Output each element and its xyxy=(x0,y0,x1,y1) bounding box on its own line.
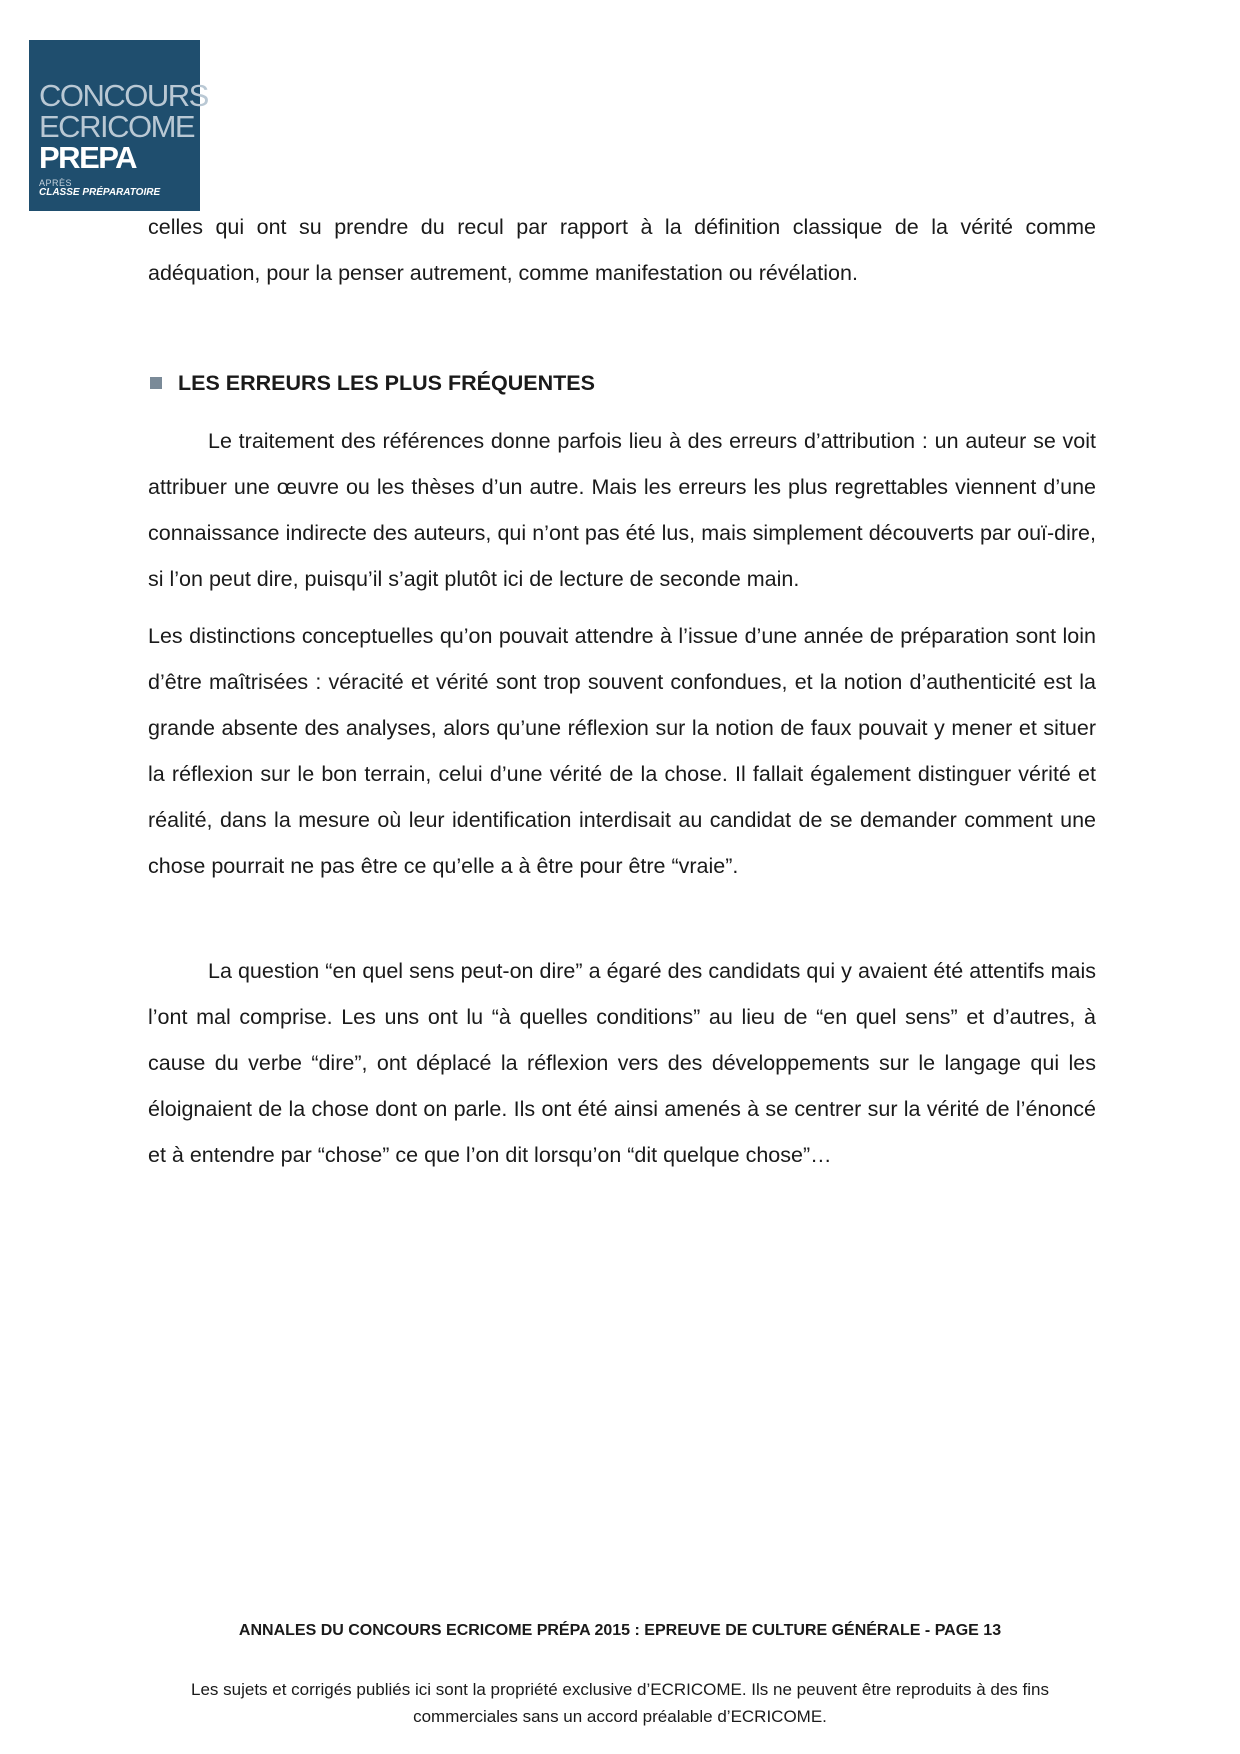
section-title: LES ERREURS LES PLUS FRÉQUENTES xyxy=(178,371,595,395)
body-paragraph-1 xyxy=(148,418,1096,602)
paragraph-text: La question “en quel sens peut-on dire” a égaré des candidats qui y avaient été attentifs mais l’ont mal comprise. Les uns ont lu “à quelles conditions” au lieu de “en quel sens” et d’autres, à cause du verbe “dire”, ont déplacé la réflexion vers des développements sur le langage qui les éloignaient de la chose dont on parle. Ils ont été ainsi amenés à se centrer sur la vérité de l’énoncé et à entendre par “chose” ce que l’on dit lorsqu’on “dit quelque chose”… xyxy=(148,959,1096,1167)
body-paragraph-2 xyxy=(148,613,1096,889)
footer-notice: Les sujets et corrigés publiés ici sont la propriété exclusive d’ECRICOME. Ils ne peuvent être reproduits à des fins commerciales sans un accord préalable d’ECRICOME. xyxy=(191,1680,1049,1726)
logo-line-prepa: PREPA xyxy=(39,140,137,175)
square-bullet-icon xyxy=(150,377,162,389)
section-heading xyxy=(150,368,595,398)
logo-line-concours: CONCOURS xyxy=(39,78,208,113)
ecricome-logo xyxy=(29,40,208,211)
intro-paragraph xyxy=(148,204,1096,296)
paragraph-text: Le traitement des références donne parfois lieu à des erreurs d’attribution : un auteur se voit attribuer une œuvre ou les thèses d’un autre. Mais les erreurs les plus regrettables viennent d’une connaissance indirecte des auteurs, qui n’ont pas été lus, mais simplement découverts par ouï-dire, si l’on peut dire, puisqu’il s’agit plutôt ici de lecture de seconde main. xyxy=(148,429,1096,591)
logo-line-classe: CLASSE PRÉPARATOIRE xyxy=(39,187,161,198)
intro-paragraph-text: celles qui ont su prendre du recul par rapport à la définition classique de la vérité comme adéquation, pour la penser autrement, comme manifestation ou révélation. xyxy=(148,215,1096,285)
footer-title: ANNALES DU CONCOURS ECRICOME PRÉPA 2015 : EPREUVE DE CULTURE GÉNÉRALE - PAGE 13 xyxy=(238,1622,1002,1639)
paragraph-text: Les distinctions conceptuelles qu’on pouvait attendre à l’issue d’une année de préparation sont loin d’être maîtrisées : véracité et vérité sont trop souvent confondues, et la notion d’authenticité est la grande absente des analyses, alors qu’une réflexion sur la notion de faux pouvait y mener et situer la réflexion sur le bon terrain, celui d’une vérité de la chose. Il fallait également distinguer vérité et réalité, dans la mesure où leur identification interdisait au candidat de se demander comment une chose pourrait ne pas être ce qu’elle a à être pour être “vraie”. xyxy=(148,624,1096,878)
body-paragraph-3 xyxy=(148,948,1096,1178)
logo-line-apres: APRÈS xyxy=(39,178,73,188)
logo-line-ecricome: ECRICOME xyxy=(39,109,195,144)
